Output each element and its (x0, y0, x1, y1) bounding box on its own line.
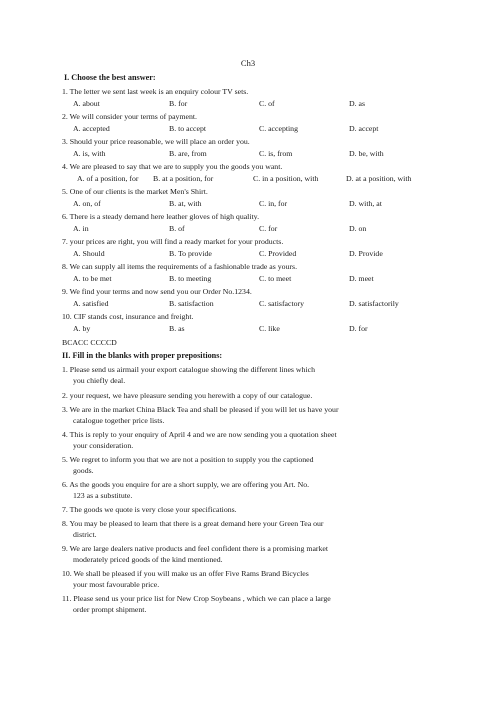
option-a: A. in (73, 224, 89, 233)
question-text: 4. We are pleased to say that we are to supply you the goods you want. (62, 162, 283, 171)
option-a: A. about (73, 99, 100, 108)
fill-line: goods. (73, 466, 94, 476)
question-options (73, 324, 433, 335)
fill-line: 5. We regret to inform you that we are not a position to supply you the captioned (62, 455, 314, 464)
fill-line: 11. Please send us your price list for New Crop Soybeans , which we can place a large (62, 594, 331, 603)
option-b: B. at a position, for (153, 174, 214, 183)
option-d: D. Provide (349, 249, 383, 258)
option-c: C. in, for (259, 199, 288, 208)
fill-line: moderately priced goods of the kind mentioned. (73, 555, 223, 565)
option-d: D. on (349, 224, 367, 233)
fill-line: your consideration. (73, 441, 134, 451)
fill-line: 6. As the goods you enquire for are a short supply, we are offering you Art. No. (62, 480, 310, 489)
fill-line: 2. your request, we have pleasure sending you herewith a copy of our catalogue. (62, 391, 313, 400)
option-c: C. for (259, 224, 278, 233)
fill-line: district. (73, 530, 97, 540)
question-text: 1. The letter we sent last week is an enquiry colour TV sets. (62, 87, 249, 96)
answer-key: BCACC CCCCD (62, 338, 117, 347)
fill-item (62, 504, 432, 515)
option-b: B. are, from (169, 149, 207, 158)
fill-item (62, 543, 432, 565)
option-b: B. for (169, 99, 188, 108)
option-b: B. as (169, 324, 185, 333)
option-a: A. is, with (73, 149, 106, 158)
option-d: D. satisfactorily (349, 299, 399, 308)
question-options (73, 249, 433, 260)
section-heading-choose: I. Choose the best answer: (64, 73, 156, 82)
option-a: A. of a position, for (77, 174, 139, 183)
fill-line: your most favourable price. (73, 580, 160, 590)
option-b: B. at, with (169, 199, 202, 208)
fill-item (62, 364, 432, 386)
fill-line: 10. We shall be pleased if you will make us an offer Five Rams Brand Bicycles (62, 569, 309, 578)
question-text: 5. One of our clients is the market Men's Shirt. (62, 187, 208, 196)
option-c: C. to meet (259, 274, 292, 283)
option-d: D. be, with (349, 149, 384, 158)
option-c: C. of (259, 99, 275, 108)
fill-line: 123 as a substitute. (73, 491, 133, 501)
option-b: B. of (169, 224, 185, 233)
fill-line: 1. Please send us airmail your export catalogue showing the different lines which (62, 365, 315, 374)
fill-item (62, 479, 432, 501)
option-a: A. by (73, 324, 91, 333)
question-text: 6. There is a steady demand here leather gloves of high quality. (62, 212, 260, 221)
fill-item (62, 390, 432, 401)
question-options (73, 124, 433, 135)
option-d: D. as (349, 99, 366, 108)
fill-item (62, 454, 432, 476)
fill-line: 3. We are in the market China Black Tea and shall be pleased if you will let us have your (62, 405, 339, 414)
question-options (73, 224, 433, 235)
question-options (73, 299, 433, 310)
option-d: D. for (349, 324, 368, 333)
question-options (73, 99, 433, 110)
chapter-title: Ch3 (240, 58, 256, 68)
fill-item (62, 404, 432, 426)
option-a: A. satisfied (73, 299, 109, 308)
option-a: A. on, of (73, 199, 101, 208)
fill-item (62, 593, 432, 615)
question-text: 2. We will consider your terms of payment. (62, 112, 197, 121)
option-b: B. To provide (169, 249, 212, 258)
fill-item (62, 568, 432, 590)
question-text: 7. your prices are right, you will find a ready market for your products. (62, 237, 284, 246)
question-options (73, 149, 433, 160)
fill-line: catalogue together price lists. (73, 416, 165, 426)
option-d: D. with, at (349, 199, 382, 208)
option-b: B. satisfaction (169, 299, 214, 308)
option-a: A. to be met (73, 274, 112, 283)
fill-item (62, 518, 432, 540)
question-text: 8. We can supply all items the requirements of a fashionable trade as yours. (62, 262, 298, 271)
fill-line: 7. The goods we quote is very close your specifications. (62, 505, 237, 514)
option-a: A. accepted (73, 124, 110, 133)
fill-line: 4. This is reply to your enquiry of April 4 and we are now sending you a quotation sheet (62, 430, 337, 439)
option-c: C. Provided (259, 249, 297, 258)
option-d: D. at a position, with (346, 174, 412, 183)
fill-line: you chiefly deal. (73, 376, 126, 386)
question-options (73, 174, 433, 185)
option-d: D. meet (349, 274, 374, 283)
option-d: D. accept (349, 124, 379, 133)
option-c: C. is, from (259, 149, 293, 158)
option-c: C. like (259, 324, 280, 333)
fill-item (62, 429, 432, 451)
option-a: A. Should (73, 249, 105, 258)
option-b: B. to accept (169, 124, 207, 133)
section-heading-fill: II. Fill in the blanks with proper prepositions: (62, 351, 223, 360)
option-b: B. to meeting (169, 274, 212, 283)
fill-line: 9. We are large dealers native products and feel confident there is a promising market (62, 544, 329, 553)
question-text: 10. CIF stands cost, insurance and freight. (62, 312, 194, 321)
fill-line: order prompt shipment. (73, 605, 147, 615)
option-c: C. in a position, with (253, 174, 319, 183)
option-c: C. accepting (259, 124, 298, 133)
option-c: C. satisfactory (259, 299, 305, 308)
question-text: 3. Should your price reasonable, we will place an order you. (62, 137, 250, 146)
question-text: 9. We find your terms and now send you our Order No.1234. (62, 287, 252, 296)
fill-line: 8. You may be pleased to learn that there is a great demand here your Green Tea our (62, 519, 324, 528)
question-options (73, 274, 433, 285)
question-options (73, 199, 433, 210)
